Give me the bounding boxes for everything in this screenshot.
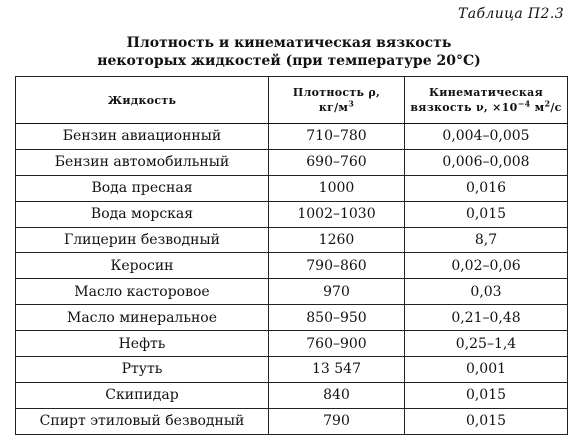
- cell-liquid: Масло касторовое: [16, 279, 269, 305]
- cell-viscosity: 0,016: [405, 175, 568, 201]
- cell-liquid: Нефть: [16, 331, 269, 357]
- cell-liquid: Масло минеральное: [16, 305, 269, 331]
- cell-viscosity: 0,25–1,4: [405, 331, 568, 357]
- header-viscosity: [405, 77, 568, 124]
- table-row: [16, 279, 568, 305]
- header-viscosity-exponent: −4: [517, 98, 531, 109]
- header-density-unit-exponent: 3: [348, 98, 355, 109]
- table-number-label: Таблица П2.3: [458, 6, 564, 22]
- cell-viscosity: 0,004–0,005: [405, 124, 568, 150]
- table-row: [16, 253, 568, 279]
- liquids-table: [15, 76, 568, 435]
- cell-liquid: Керосин: [16, 253, 269, 279]
- header-liquid-label: Жидкость: [107, 93, 177, 107]
- cell-density: 970: [269, 279, 405, 305]
- table-row: [16, 201, 568, 227]
- cell-viscosity: 0,03: [405, 279, 568, 305]
- table-row: [16, 149, 568, 175]
- cell-density: 710–780: [269, 124, 405, 150]
- cell-density: 760–900: [269, 331, 405, 357]
- header-liquid: [16, 77, 269, 124]
- cell-viscosity: 0,006–0,008: [405, 149, 568, 175]
- cell-density: 850–950: [269, 305, 405, 331]
- cell-density: 690–760: [269, 149, 405, 175]
- table-row: [16, 305, 568, 331]
- table-body: [16, 124, 568, 435]
- cell-viscosity: 8,7: [405, 227, 568, 253]
- header-viscosity-unit-exponent: 2: [544, 98, 551, 109]
- cell-viscosity: 0,02–0,06: [405, 253, 568, 279]
- header-density-unit-text: кг/м: [318, 101, 349, 114]
- header-density-line-1: Плотность ρ,: [292, 86, 381, 99]
- table-row: [16, 124, 568, 150]
- cell-density: 1000: [269, 175, 405, 201]
- cell-liquid: Скипидар: [16, 382, 269, 408]
- cell-density: 840: [269, 382, 405, 408]
- cell-density: 1002–1030: [269, 201, 405, 227]
- header-density: [269, 77, 405, 124]
- table-title: [0, 34, 578, 70]
- cell-viscosity: 0,015: [405, 382, 568, 408]
- table-header-row: [16, 77, 568, 124]
- cell-liquid: Бензин автомобильный: [16, 149, 269, 175]
- cell-liquid: Вода пресная: [16, 175, 269, 201]
- cell-density: 790–860: [269, 253, 405, 279]
- cell-liquid: Вода морская: [16, 201, 269, 227]
- cell-density: 790: [269, 408, 405, 434]
- header-viscosity-suffix: /с: [550, 101, 562, 114]
- cell-viscosity: 0,21–0,48: [405, 305, 568, 331]
- header-viscosity-prefix: вязкость ν, ×10: [410, 101, 518, 114]
- header-viscosity-line-2: [407, 100, 565, 115]
- cell-viscosity: 0,001: [405, 357, 568, 383]
- cell-liquid: Глицерин безводный: [16, 227, 269, 253]
- cell-liquid: Бензин авиационный: [16, 124, 269, 150]
- cell-density: 1260: [269, 227, 405, 253]
- table-row: [16, 382, 568, 408]
- table-row: [16, 175, 568, 201]
- table-row: [16, 357, 568, 383]
- cell-density: 13 547: [269, 357, 405, 383]
- header-density-unit: [271, 100, 402, 115]
- cell-liquid: Ртуть: [16, 357, 269, 383]
- table-row: [16, 408, 568, 434]
- cell-viscosity: 0,015: [405, 408, 568, 434]
- cell-viscosity: 0,015: [405, 201, 568, 227]
- table-title-line-2: некоторых жидкостей (при температуре 20°C): [97, 53, 481, 69]
- table-row: [16, 331, 568, 357]
- cell-liquid: Спирт этиловый безводный: [16, 408, 269, 434]
- header-viscosity-line-1: Кинематическая: [428, 86, 544, 99]
- table-title-line-1: Плотность и кинематическая вязкость: [126, 35, 452, 51]
- table-row: [16, 227, 568, 253]
- header-viscosity-unit: м: [530, 101, 545, 114]
